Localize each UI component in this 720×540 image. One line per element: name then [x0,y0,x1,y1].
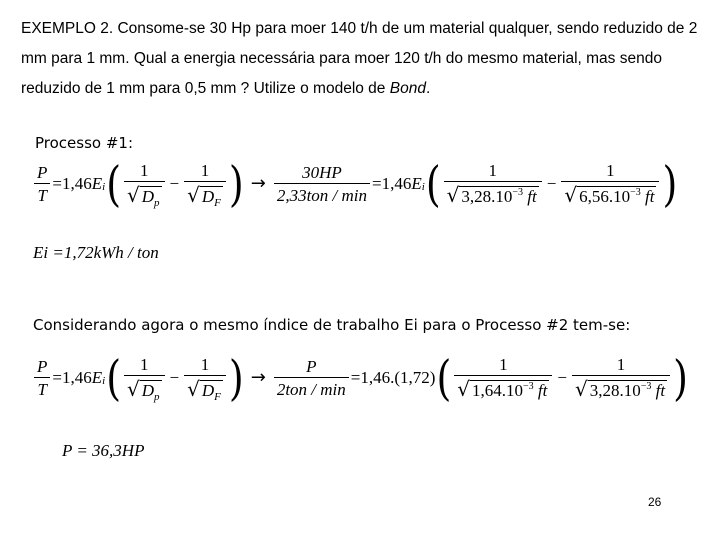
process2-result: P = 36,3HP [62,441,145,460]
process2-equation: $\frac{P}{T}$ =1,46 E i ( 1 √ $D_p$ − 1 √ $D_F$ ) → $\frac{P}{\text{2ton / min}}$ =1,46.(1,72) ( 1 √ $1,64.10^{-3}$ ft − 1 √ $3,28.10^{-3}$ ft ) [32,356,689,399]
process1-label: Processo #1: [35,134,134,152]
root1-fraction: 1 √ $3,28.10^{-3}$ ft [444,162,542,205]
problem-text: EXEMPLO 2. Consome-se 30 Hp para moer 140 t/h de um material qualquer, sendo reduzido de 2 mm para 1 mm. Qual a energia necessária para moer 120 t/h do mesmo material, mas sendo reduzido de 1 mm para 0,5 mm ? Utilize o modelo de [21,20,698,97]
root2-fraction: 1 √ $6,56.10^{-3}$ ft [561,162,659,205]
dp-fraction: 1 √ $D_p$ [124,162,165,205]
process2-statement: Considerando agora o mesmo índice de trabalho Ei para o Processo #2 tem-se: [33,316,631,334]
df-fraction: 1 √ $D_F$ [184,162,226,205]
coefficient-2: =1,46 [372,174,412,193]
bond-word: Bond [389,80,426,97]
coefficient: =1,46 [52,174,92,193]
problem-statement [21,14,701,104]
process1-equation: $\frac{P}{T}$ =1,46 E i ( 1 √ $D_p$ − 1 √ $D_F$ ) → $\frac{30HP}{\text{2,33ton / min}}$ =1,46 E i ( 1 √ $3,28.10^{-3}$ ft − 1 √ $6,56.10^{-3}$ ft ) [32,162,678,205]
process1-result: Ei =1,72kWh / ton [33,243,159,262]
lhs-fraction: $\frac{P}{T}$ [34,164,50,204]
implies-arrow-icon: → [250,366,266,388]
close-paren: ) [228,156,244,211]
mid-fraction: $\frac{30HP}{\text{2,33ton / min}}$ [274,164,370,204]
implies-arrow-icon: → [250,172,266,194]
page-number: 26 [648,495,662,509]
problem-end: . [425,80,431,97]
open-paren: ( [106,156,122,211]
